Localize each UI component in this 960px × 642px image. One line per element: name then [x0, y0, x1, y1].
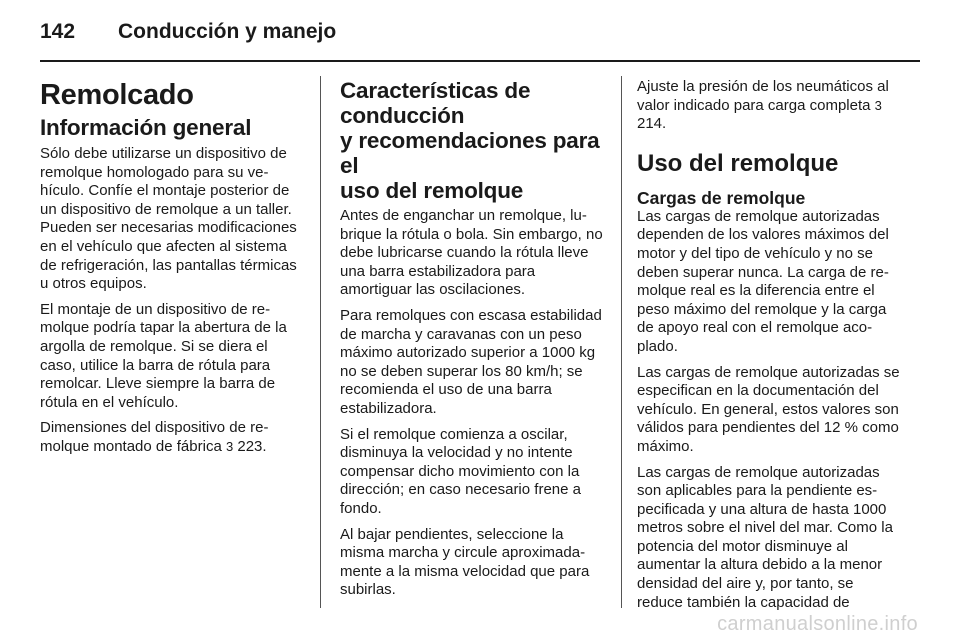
subtitle-caracteristicas: [340, 78, 605, 203]
column-3: [637, 78, 902, 619]
paragraph: Las cargas de remolque autorizadas se especifican en la documentación del vehículo. En general, estos valores son válidos para pendientes del 12 % como máximo.: [637, 363, 900, 455]
paragraph: Antes de enganchar un remolque, lubrique la rótula o bola. Sin embargo, no debe lubricarse cuando la rótula lleve una barra estabilizadora para amortiguar las oscilaciones.: [340, 207, 603, 299]
column-1: [40, 78, 306, 464]
chapter-title: Conducción y manejo: [118, 20, 337, 43]
paragraph: Las cargas de remolque autorizadas dependen de los valores máximos del motor y del tipo de vehículo y no se deben superar nunca. La carga de remolque real es la diferencia entre el peso máximo del remolque y la carga de apoyo real con el remolque acoplado.: [637, 207, 889, 355]
page-number: 142: [40, 20, 76, 43]
page-reference-icon[interactable]: 3: [874, 97, 882, 113]
subtitle-informacion-general: Información general: [40, 115, 252, 140]
minor-title-cargas: Cargas de remolque: [637, 187, 806, 208]
paragraph-reference: [637, 78, 902, 134]
paragraph: Las cargas de remolque autorizadas son aplicables para la pendiente especificada y una altura de hasta 1000 metros sobre el nivel del mar. Como la potencia del motor disminuye al aumentar la altura debido a la menor densidad del aire y, por tanto, se reduce también la capacidad de: [637, 463, 893, 611]
paragraph: Para remolques con escasa estabilidad de marcha y caravanas con un peso máximo autorizado superior a 1000 kg no se deben superar los 80 km/h; se recomienda el uso de una barra estabilizadora.: [340, 306, 602, 417]
column-divider-1: [320, 76, 321, 608]
paragraph: Al bajar pendientes, seleccione la misma marcha y circule aproximadamente a la misma velocidad que para subirlas.: [340, 525, 590, 599]
paragraph: Si el remolque comienza a oscilar, disminuya la velocidad y no intente compensar dicho movimiento con la dirección; en caso necesario frene a fondo.: [340, 425, 581, 517]
page-reference[interactable]: 223.: [237, 437, 267, 455]
column-2: [340, 78, 605, 607]
watermark: carmanualsonline.info: [717, 613, 918, 635]
subtitle-line: Características de: [340, 78, 531, 103]
paragraph: Sólo debe utilizarse un dispositivo de remolque homologado para su vehículo. Confíe el montaje posterior de un dispositivo de remolque a un taller. Pueden ser necesarias modificaciones en el vehículo que afecten al sistema de refrigeración, las pantallas térmicas u otros equipos.: [40, 145, 297, 293]
subtitle-line: uso del remolque: [340, 178, 524, 203]
subtitle-line: y recomendaciones para el: [340, 128, 600, 178]
section-title-remolcado: Remolcado: [40, 79, 194, 111]
page-reference[interactable]: 214.: [637, 115, 667, 133]
paragraph-text: Ajuste la presión de los neumáticos al valor indicado para carga completa: [637, 78, 889, 114]
paragraph: El montaje de un dispositivo de remolque podría tapar la abertura de la argolla de remolque. Si se diera el caso, utilice la barra de rótula para remolcar. Lleve siempre la barra de rótula en el vehículo.: [40, 300, 287, 411]
column-divider-2: [621, 76, 622, 608]
header-rule: [40, 60, 920, 62]
page-header: [40, 14, 920, 54]
paragraph-reference: [40, 419, 306, 456]
paragraph-text: Dimensiones del dispositivo de remolque montado de fábrica: [40, 419, 269, 455]
subtitle-uso-del-remolque: Uso del remolque: [637, 149, 839, 177]
page-reference-icon[interactable]: 3: [225, 438, 234, 454]
subtitle-line: conducción: [340, 103, 465, 128]
